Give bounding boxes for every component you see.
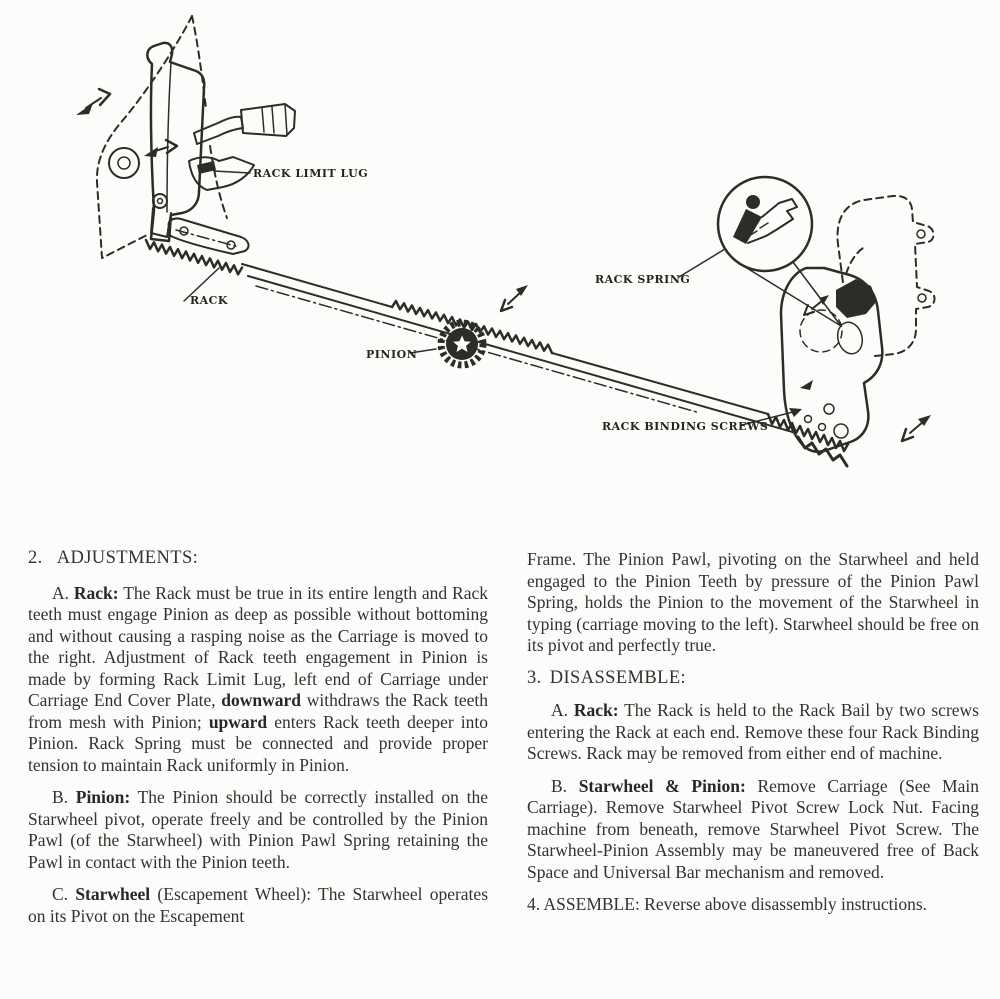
up-down-arrow-bracket <box>144 140 177 157</box>
starwheel-pinion-disassemble-paragraph: B. Starwheel & Pinion: Remove Carriage (See Main Carriage). Remove Starwheel Pivot Screw Lock Nut. Facing machine from beneath, remove Starwheel Pivot Screw. The Starwheel-Pinion Assembly may be maneuvered free of Back Space and Universal Bar mechanism and removed. <box>527 775 979 882</box>
adjustments-heading-number: 2. <box>28 548 43 568</box>
rack-disassemble-paragraph: A. Rack: The Rack is held to the Rack Bail by two screws entering the Rack at each end. Remove these four Rack Binding Screws. Rack may be removed from either end of machine. <box>527 700 979 763</box>
starwheel-continuation-paragraph: Frame. The Pinion Pawl, pivoting on the Starwheel and held engaged to the Pinion Teeth by pressure of the Pinion Pawl Spring, holds the Pinion to the movement of the Starwheel in typing (carriage moving to the left). Starwheel should be free on its pivot and perfectly true. <box>527 549 979 655</box>
adjustments-heading-title: ADJUSTMENTS: <box>56 548 199 568</box>
rack-limit-lug-arm <box>194 104 295 144</box>
rack-bail-plate <box>168 218 248 254</box>
starwheel-dark-area <box>836 279 877 318</box>
assemble-paragraph: 4. ASSEMBLE: Reverse above disassembly instructions. <box>527 894 928 914</box>
rack-limit-lug-label: RACK LIMIT LUG <box>253 167 369 180</box>
adjustments-heading <box>28 548 488 570</box>
rack-adjustment-paragraph: A. Rack: The Rack must be true in its entire length and Rack teeth must engage Pinion as deep as possible without bottoming and without causing a rasping noise as the Carriage is moved to the right. Adjustment of Rack teeth engagement in Pinion is made by forming Rack Limit Lug, left end of Carriage under Carriage End Cover Plate, downward withdraws the Rack teeth from mesh with Pinion; upward enters Rack teeth deeper into Pinion. Rack Spring must be connected and provide proper tension to maintain Rack uniformly in Pinion. <box>28 582 488 775</box>
rack-label: RACK <box>190 294 228 307</box>
up-down-arrow-escapement-bottom <box>902 415 931 441</box>
up-down-arrow-rack-middle <box>501 285 528 311</box>
right-column <box>527 549 979 916</box>
up-down-arrow-left <box>76 89 110 115</box>
small-pointer-triangle <box>800 380 813 390</box>
rack-binding-screws-label: RACK BINDING SCREWS <box>602 420 769 433</box>
rack-limit-lug-leader <box>214 171 250 173</box>
pinion-gear <box>441 323 483 365</box>
starwheel-adjustment-paragraph: C. Starwheel (Escapement Wheel): The Starwheel operates on its Pivot on the Escapement <box>28 884 488 926</box>
rack-spring-detail <box>733 195 797 244</box>
carriage-end-plate <box>97 16 227 258</box>
left-column <box>28 548 488 927</box>
disassemble-heading <box>527 668 979 690</box>
pinion-adjustment-paragraph: B. Pinion: The Pinion should be correctly installed on the Starwheel pivot, operate freely and be controlled by the Pinion Pawl (of the Starwheel) with Pinion Pawl Spring retaining the Pawl in contact with the Pinion teeth. <box>28 787 488 872</box>
pinion-label: PINION <box>366 348 418 361</box>
disassemble-heading-title: DISASSEMBLE: <box>549 667 687 688</box>
escapement-assembly <box>781 196 935 466</box>
rack-spring-label: RACK SPRING <box>595 273 691 286</box>
disassemble-heading-number: 3. <box>527 667 542 688</box>
